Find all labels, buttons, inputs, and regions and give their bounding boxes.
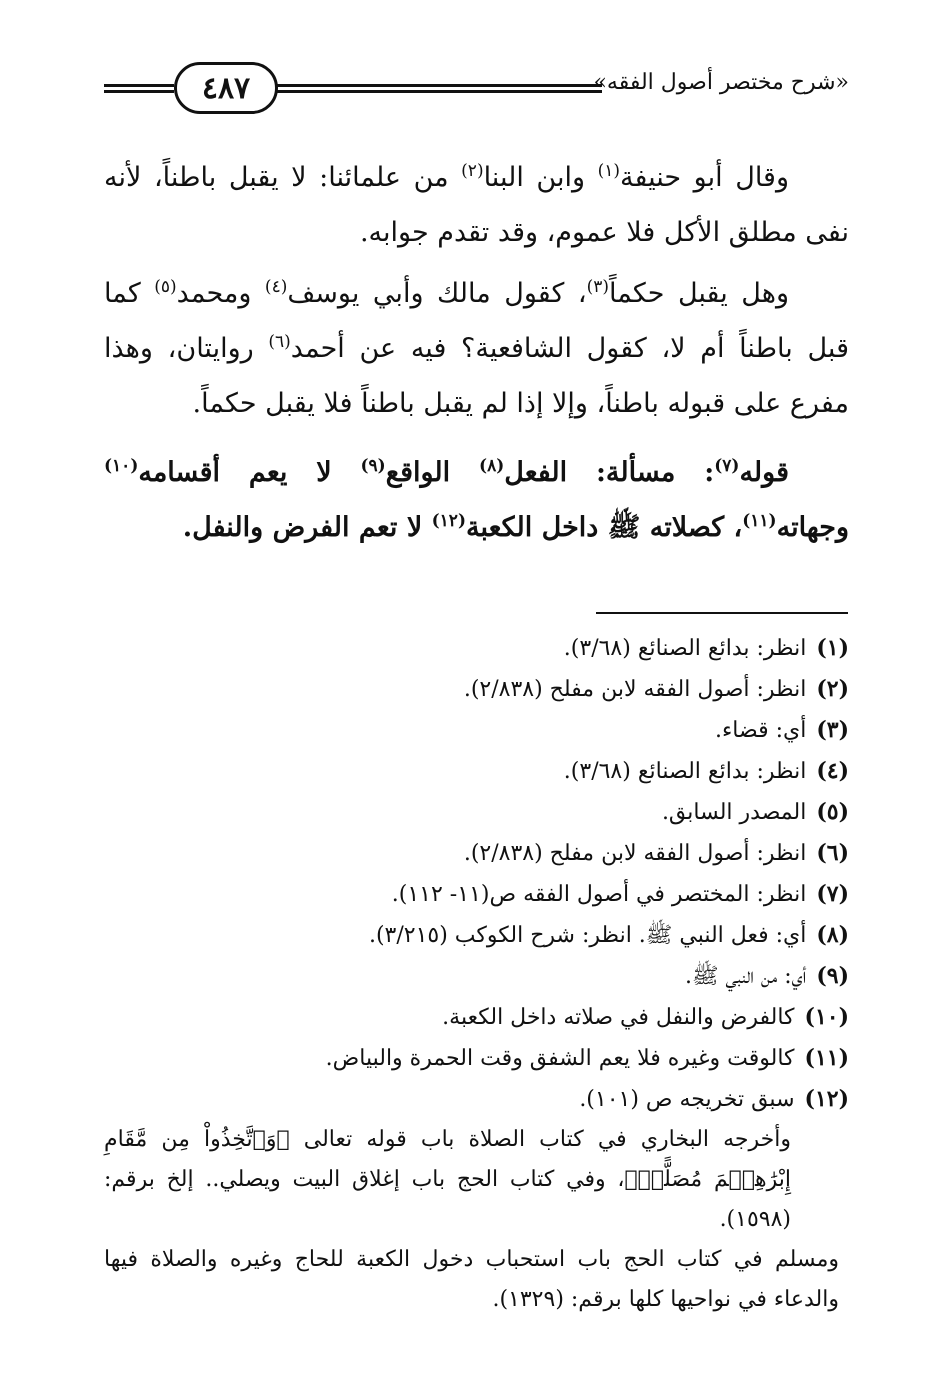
footnote-ref-10[interactable]: (١٠) — [104, 456, 139, 476]
main-text — [104, 150, 849, 561]
footnote-ref-7[interactable]: (٧) — [714, 456, 740, 476]
footnote-ref-2[interactable]: (٢) — [461, 161, 484, 181]
footnote-ref-8[interactable]: (٨) — [479, 456, 505, 476]
footnote-12-bukhari: وأخرجه البخاري في كتاب الصلاة باب قوله تعالى ﴿وَٱتَّخِذُواْ مِن مَّقَامِ إِبْرَٰهِـۧمَ مُصَلًّىۖ﴾، وفي كتاب الحج باب إغلاق البيت ويصلي.. إلخ برقم: (١٥٩٨). — [104, 1127, 791, 1232]
footnote-6: (٦)انظر: أصول الفقه لابن مفلح (٢/٨٣٨). — [463, 840, 849, 866]
footnote-11: (١١)كالوقت وغيره فلا يعم الشفق وقت الحمرة والبياض. — [325, 1045, 849, 1071]
footnote-ref-4[interactable]: (٤) — [264, 277, 288, 297]
page-header — [104, 56, 849, 120]
footnote-7: (٧)انظر: المختصر في أصول الفقه ص(١١- ١١٢). — [391, 881, 849, 907]
footnote-ref-11[interactable]: (١١) — [742, 511, 777, 531]
footnote-4: (٤)انظر: بدائع الصنائع (٣/٦٨). — [563, 758, 849, 784]
running-title: «شرح مختصر أصول الفقه» — [593, 70, 849, 95]
paragraph-1: وقال أبو حنيفة$^{(١)}$ وابن البنا$^{(٢)}$ من علمائنا: لا يقبل باطناً، لأنه نفى مطلق الأكل فلا عموم، وقد تقدم جوابه. — [104, 161, 849, 248]
paragraph-3: قوله$^{(٧)}$: مسألة: الفعل$^{(٨)}$ الواقع$^{(٩)}$ لا يعم أقسامه$^{(١٠)}$ وجهاته$^{(١١)}$، كصلاته ﷺ داخل الكعبة$^{(١٢)}$ لا تعم الفرض والنفل. — [104, 456, 849, 543]
footnote-ref-5[interactable]: (٥) — [154, 277, 177, 297]
footnote-8: (٨)أي: فعل النبي ﷺ. انظر: شرح الكوكب (٣/٢١٥). — [368, 922, 849, 948]
footnote-12-muslim: ومسلم في كتاب الحج باب استحباب دخول الكعبة للحاج وغيره والصلاة فيها والدعاء في نواحيها كلها برقم: (١٣٢٩). — [104, 1247, 839, 1312]
footnote-divider — [596, 612, 848, 614]
footnote-ref-1[interactable]: (١) — [597, 161, 620, 181]
footnote-ref-12[interactable]: (١٢) — [431, 511, 466, 531]
footnote-1: (١)انظر: بدائع الصنائع (٣/٦٨). — [563, 635, 849, 661]
header-rule-left — [104, 84, 174, 93]
footnote-9: (٩)أي: من النبي ﷺ. — [684, 963, 849, 989]
footnote-ref-3[interactable]: (٣) — [586, 277, 609, 297]
footnote-ref-9[interactable]: (٩) — [360, 456, 386, 476]
footnote-5: (٥)المصدر السابق. — [661, 799, 849, 825]
footnote-ref-6[interactable]: (٦) — [268, 332, 291, 352]
footnote-10: (١٠)كالفرض والنفل في صلاته داخل الكعبة. — [442, 1004, 849, 1030]
header-rule-right — [276, 84, 602, 93]
paragraph-2: وهل يقبل حكماً$^{(٣)}$، كقول مالك وأبي يوسف$^{(٤)}$ ومحمد$^{(٥)}$ كما قبل باطناً أم لا، كقول الشافعية؟ فيه عن أحمد$^{(٦)}$ روايتان، وهذا مفرع على قبوله باطناً، وإلا إذا لم يقبل باطناً فلا يقبل حكماً. — [104, 277, 849, 419]
footnote-2: (٢)انظر: أصول الفقه لابن مفلح (٢/٨٣٨). — [463, 676, 849, 702]
footnotes — [104, 628, 849, 1320]
footnote-12: (١٢)سبق تخريجه ص (١٠١). — [579, 1086, 849, 1112]
page-number: ٤٨٧ — [174, 62, 278, 114]
footnote-3: (٣)أي: قضاء. — [714, 717, 849, 743]
